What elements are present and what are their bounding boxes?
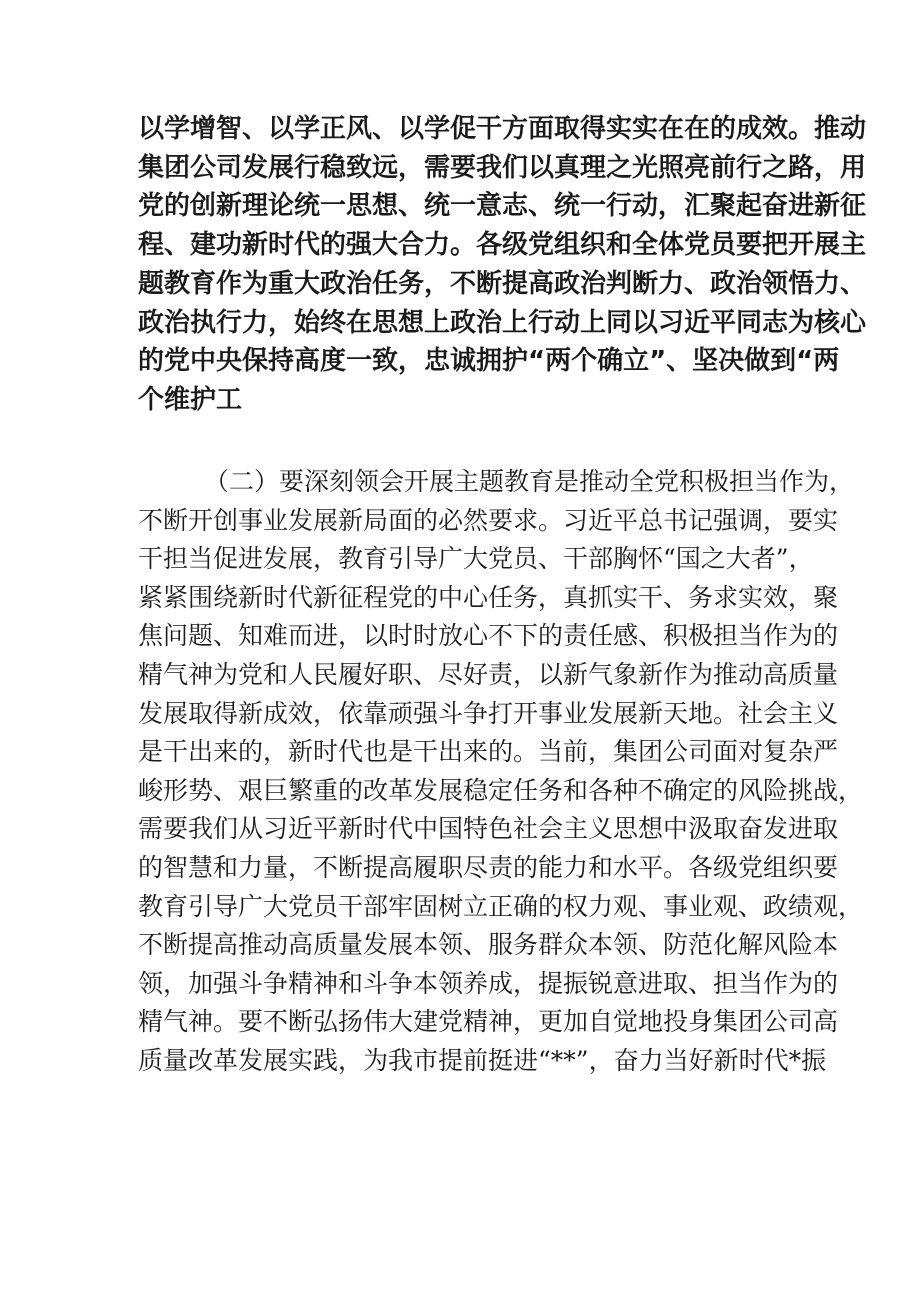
text-line: 题教育作为重大政治任务，不断提高政治判断力、政治领悟力、 (138, 268, 867, 299)
text-line: 的党中央保持高度一致，忠诚拥护“两个确立”、坚决做到“两 (138, 346, 840, 377)
text-line: 不断开创事业发展新局面的必然要求。习近平总书记强调，要实 (138, 505, 839, 535)
text-line: 紧紧围绕新时代新征程党的中心任务，真抓实干、务求实效，聚 (138, 582, 839, 612)
text-line: 教育引导广大党员干部牢固树立正确的权力观、事业观、政绩观， (138, 891, 864, 921)
text-line: 以学增智、以学正风、以学促干方面取得实实在在的成效。推动 (138, 114, 867, 144)
text-line: 程、建功新时代的强大合力。各级党组织和全体党员要把开展主 (138, 230, 867, 261)
paragraph-bold-section (138, 110, 867, 420)
text-line: 集团公司发展行稳致远，需要我们以真理之光照亮前行之路，用 (138, 152, 867, 183)
text-line: 质量改革发展实践，为我市提前挺进“**”，奋力当好新时代*振 (138, 1045, 827, 1075)
text-line: 需要我们从习近平新时代中国特色社会主义思想中汲取奋发进取 (138, 814, 839, 844)
text-line: 精气神为党和人民履好职、尽好责，以新气象新作为推动高质量 (138, 659, 839, 689)
text-line: 领，加强斗争精神和斗争本领养成，提振锐意进取、担当作为的 (138, 968, 839, 998)
section-heading-line: （二）要深刻领会开展主题教育是推动全党积极担当作为， (204, 467, 855, 496)
text-line: 精气神。要不断弘扬伟大建党精神，更加自觉地投身集团公司高 (138, 1007, 839, 1037)
text-line: 焦问题、知难而进，以时时放心不下的责任感、积极担当作为的 (138, 621, 839, 651)
text-line: 峻形势、艰巨繁重的改革发展稳定任务和各种不确定的风险挑战， (138, 775, 864, 805)
text-line: 发展取得新成效，依靠顽强斗争打开事业发展新天地。社会主义 (138, 698, 839, 728)
text-line: 不断提高推动高质量发展本领、服务群众本领、防范化解风险本 (138, 930, 839, 960)
text-line: 政治执行力，始终在思想上政治上行动上同以习近平同志为核心 (138, 307, 867, 338)
text-line: 干担当促进发展，教育引导广大党员、干部胸怀“国之大者”， (138, 544, 814, 574)
text-line: 党的创新理论统一思想、统一意志、统一行动，汇聚起奋进新征 (138, 191, 867, 222)
text-line: 是干出来的，新时代也是干出来的。当前，集团公司面对复杂严 (138, 737, 839, 767)
text-line: 的智慧和力量，不断提高履职尽责的能力和水平。各级党组织要 (138, 852, 839, 882)
text-line: 个维护工 (138, 384, 243, 415)
paragraph-section-two (138, 463, 864, 1081)
